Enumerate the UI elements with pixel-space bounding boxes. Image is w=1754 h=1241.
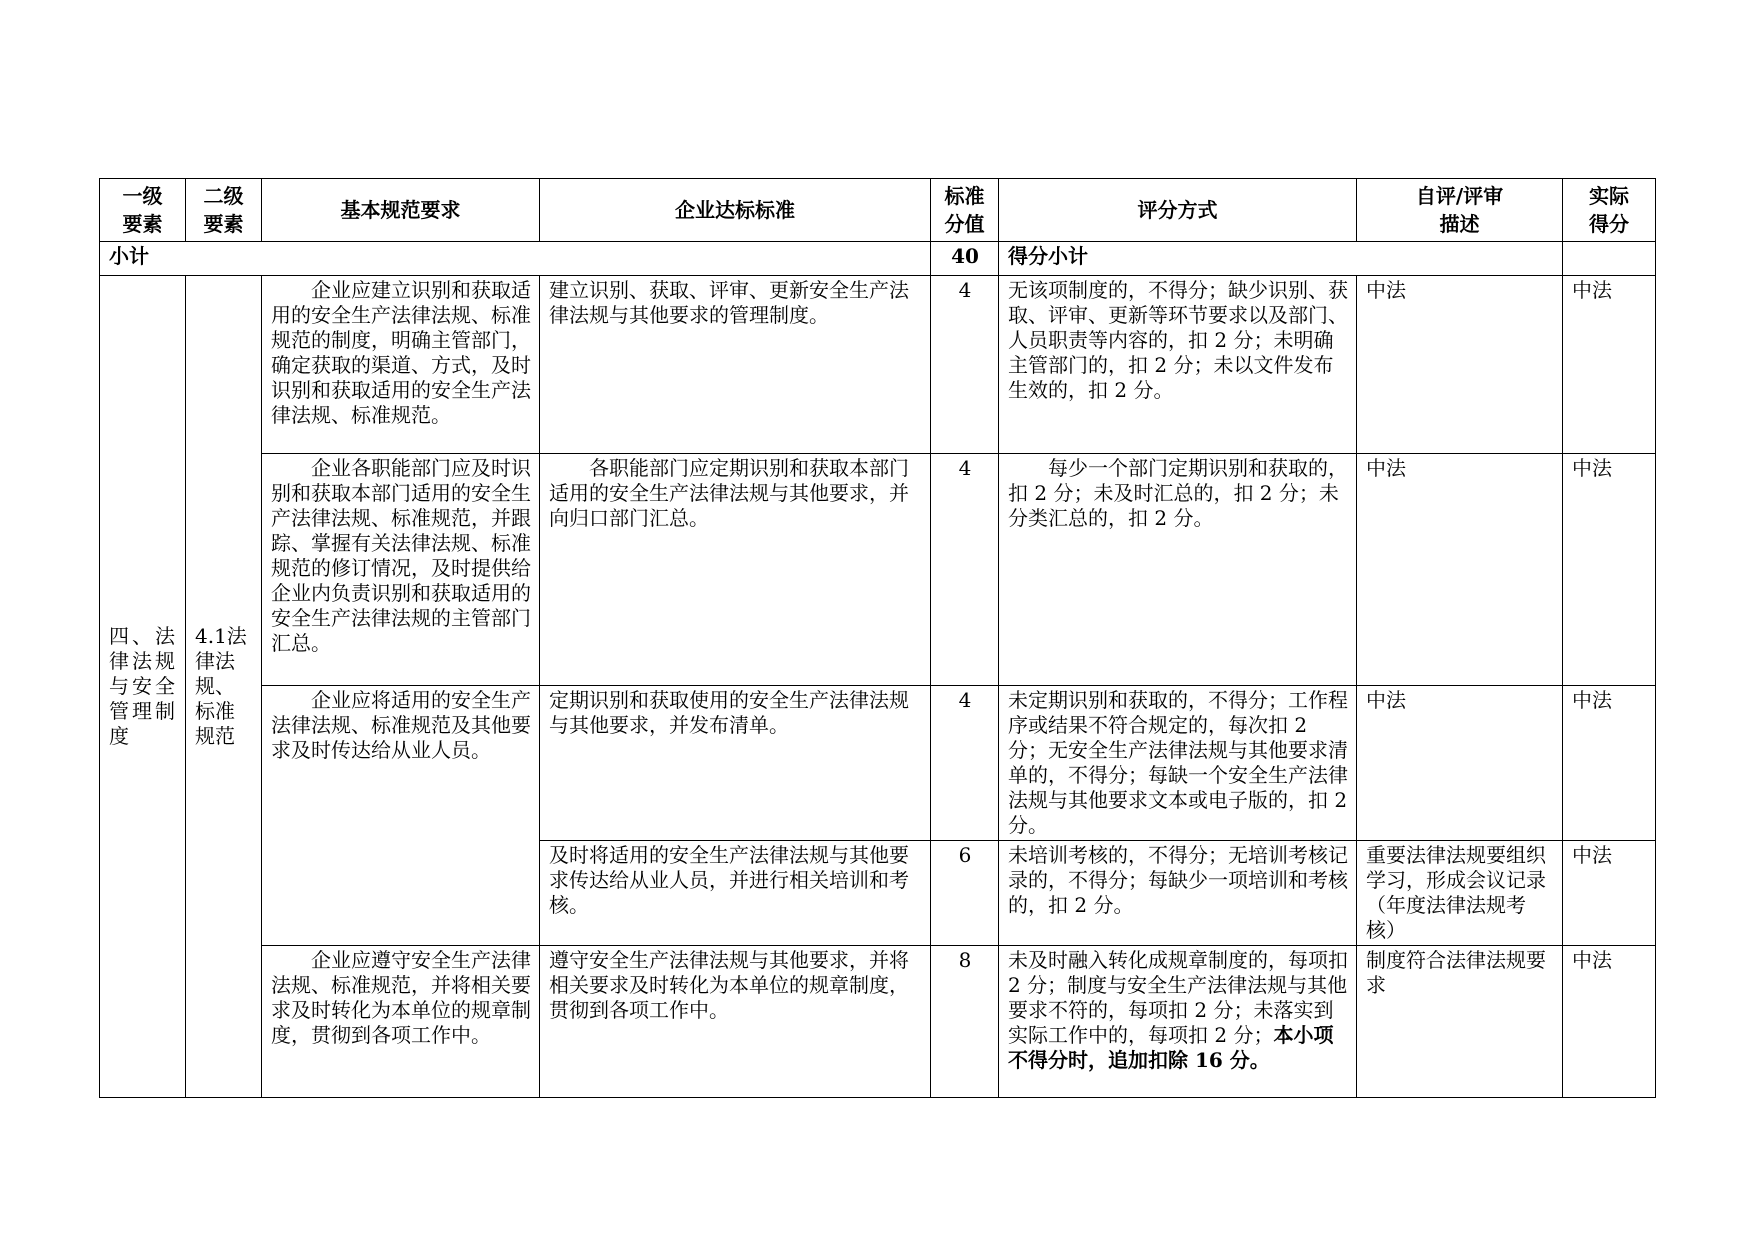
subtotal-label: 小计 [100, 242, 931, 276]
subtotal-score-label: 得分小计 [999, 242, 1563, 276]
self-review-desc: 制度符合法律法规要求 [1357, 946, 1563, 1098]
scoring-text: 未及时融入转化成规章制度的，每项扣 2 分；制度与安全生产法律法规与其他要求不符的，每项扣 2 分；未落实到实际工作中的，每项扣 2 分； [1008, 948, 1348, 1047]
header-row [100, 179, 1656, 242]
scoring-method: 无该项制度的，不得分；缺少识别、获取、评审、更新等环节要求以及部门、人员职责等内容的，扣 2 分；未明确主管部门的，扣 2 分；未以文件发布生效的，扣 2 分。 [999, 276, 1357, 454]
score-value: 8 [931, 946, 999, 1098]
subtotal-value: 40 [931, 242, 999, 276]
basic-requirement: 企业应将适用的安全生产法律法规、标准规范及其他要求及时传达给从业人员。 [262, 686, 540, 946]
table-row [100, 946, 1656, 1098]
scoring-method: 未定期识别和获取的，不得分；工作程序或结果不符合规定的，每次扣 2 分；无安全生产法律法规与其他要求清单的，不得分；每缺一个安全生产法律法规与其他要求文本或电子版的，扣 2 分。 [999, 686, 1357, 841]
basic-requirement: 企业应遵守安全生产法律法规、标准规范，并将相关要求及时转化为本单位的规章制度，贯彻到各项工作中。 [262, 946, 540, 1098]
actual-score: 中法 [1563, 946, 1656, 1098]
standard-requirement: 建立识别、获取、评审、更新安全生产法律法规与其他要求的管理制度。 [540, 276, 931, 454]
scoring-method [999, 946, 1357, 1098]
subtotal-row [100, 242, 1656, 276]
scoring-penalty-text: 本小项不得分时，追加扣除 16 分。 [1008, 1023, 1334, 1072]
level1-element: 四、法律法规与安全管理制度 [100, 276, 186, 1098]
actual-score: 中法 [1563, 841, 1656, 946]
score-value: 4 [931, 454, 999, 686]
actual-score: 中法 [1563, 276, 1656, 454]
table-row [100, 686, 1656, 841]
header-actual: 实际 得分 [1563, 179, 1656, 242]
header-self-review: 自评/评审 描述 [1357, 179, 1563, 242]
standard-requirement: 及时将适用的安全生产法律法规与其他要求传达给从业人员，并进行相关培训和考核。 [540, 841, 931, 946]
scoring-method: 未培训考核的，不得分；无培训考核记录的，不得分；每缺少一项培训和考核的，扣 2 分。 [999, 841, 1357, 946]
table-row [100, 276, 1656, 454]
header-scoring: 评分方式 [999, 179, 1357, 242]
self-review-desc: 中法 [1357, 686, 1563, 841]
header-basic: 基本规范要求 [262, 179, 540, 242]
level2-element: 4.1法律法规、标准规范 [186, 276, 262, 1098]
standard-requirement: 遵守安全生产法律法规与其他要求，并将相关要求及时转化为本单位的规章制度，贯彻到各项工作中。 [540, 946, 931, 1098]
header-score-value: 标准 分值 [931, 179, 999, 242]
score-value: 4 [931, 686, 999, 841]
header-standard: 企业达标标准 [540, 179, 931, 242]
actual-score: 中法 [1563, 686, 1656, 841]
actual-score: 中法 [1563, 454, 1656, 686]
subtotal-actual [1563, 242, 1656, 276]
self-review-desc: 重要法律法规要组织学习，形成会议记录（年度法律法规考核） [1357, 841, 1563, 946]
table-row [100, 454, 1656, 686]
header-level1: 一级 要素 [100, 179, 186, 242]
basic-requirement: 企业应建立识别和获取适用的安全生产法律法规、标准规范的制度，明确主管部门，确定获取的渠道、方式，及时识别和获取适用的安全生产法律法规、标准规范。 [262, 276, 540, 454]
standard-requirement: 定期识别和获取使用的安全生产法律法规与其他要求，并发布清单。 [540, 686, 931, 841]
basic-requirement: 企业各职能部门应及时识别和获取本部门适用的安全生产法律法规、标准规范，并跟踪、掌握有关法律法规、标准规范的修订情况，及时提供给企业内负责识别和获取适用的安全生产法律法规的主管部门汇总。 [262, 454, 540, 686]
scoring-method: 每少一个部门定期识别和获取的，扣 2 分；未及时汇总的，扣 2 分；未分类汇总的，扣 2 分。 [999, 454, 1357, 686]
self-review-desc: 中法 [1357, 276, 1563, 454]
score-value: 4 [931, 276, 999, 454]
self-review-desc: 中法 [1357, 454, 1563, 686]
standard-requirement: 各职能部门应定期识别和获取本部门适用的安全生产法律法规与其他要求，并向归口部门汇总。 [540, 454, 931, 686]
standards-table [99, 178, 1656, 1098]
header-level2: 二级 要素 [186, 179, 262, 242]
score-value: 6 [931, 841, 999, 946]
